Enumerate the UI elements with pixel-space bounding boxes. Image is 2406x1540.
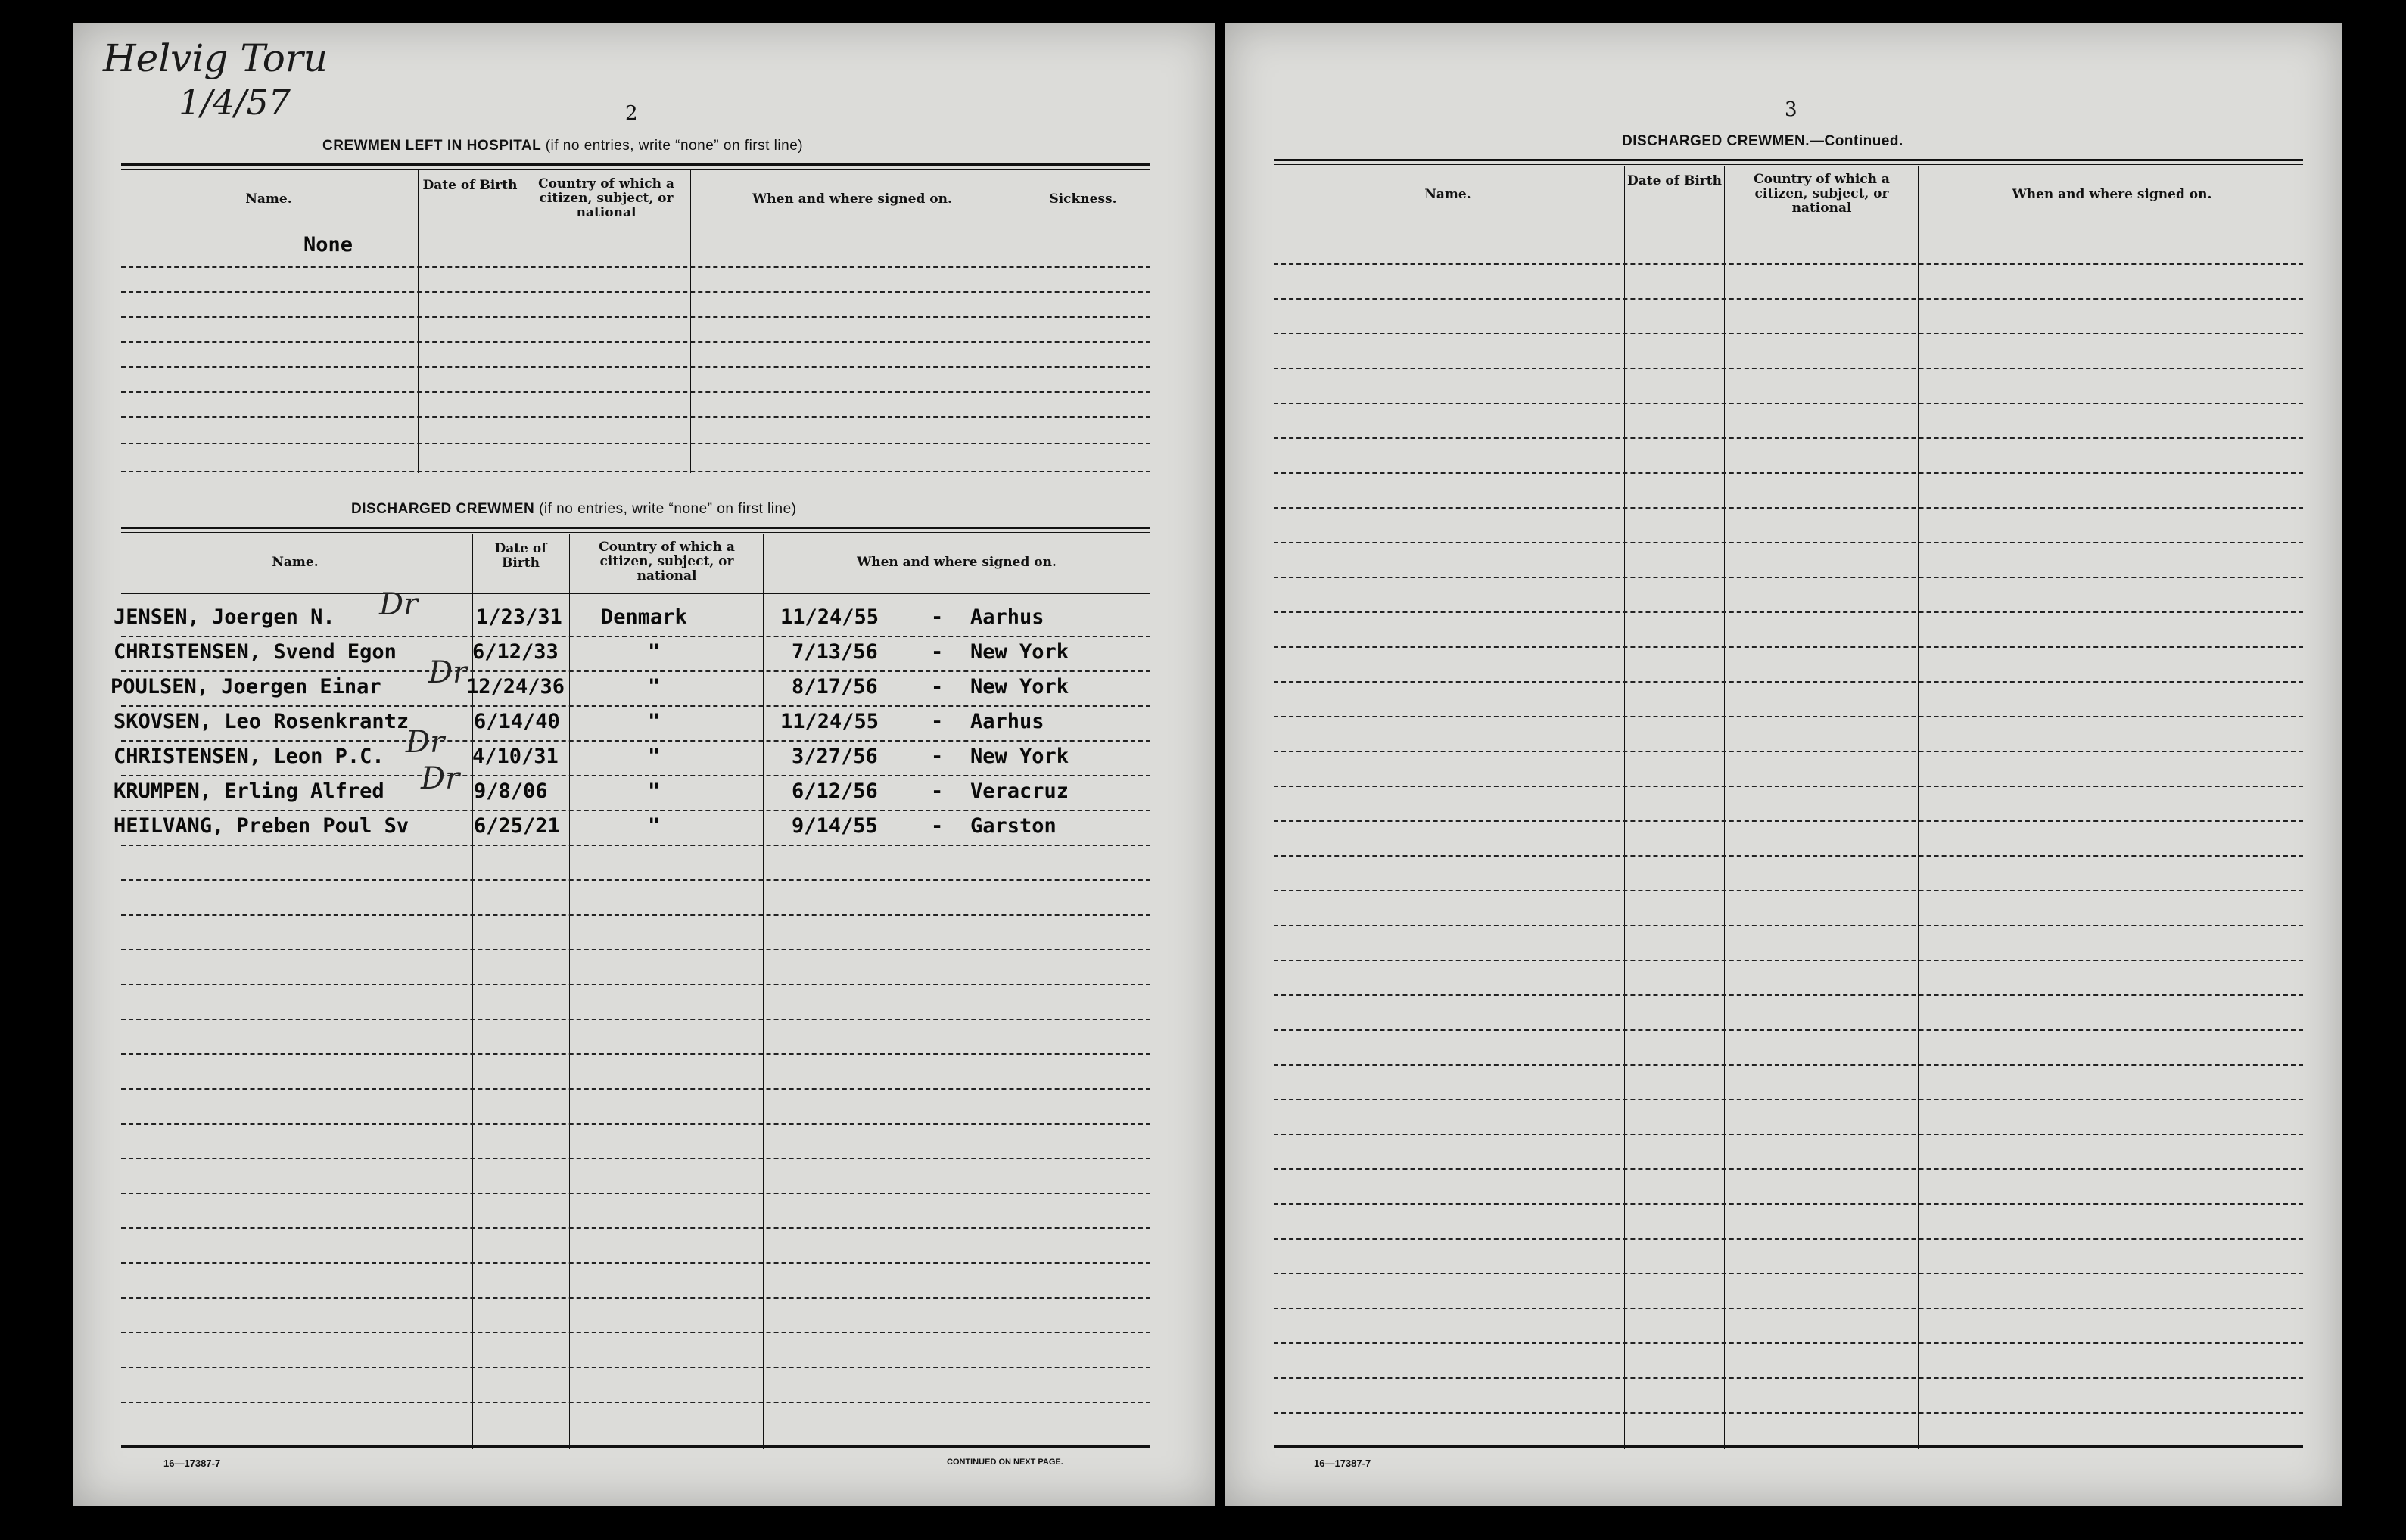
- entry-line: [1274, 333, 2303, 334]
- crew-country: ": [648, 779, 661, 803]
- col-divider: [690, 170, 691, 473]
- entry-line: [1274, 1273, 2303, 1274]
- entry-line: [1274, 472, 2303, 474]
- continued-note: CONTINUED ON NEXT PAGE.: [947, 1458, 1063, 1467]
- dr-mark: Dr: [421, 761, 460, 796]
- crew-dob: 1/23/31: [476, 605, 562, 629]
- crew-signed-date: 3/27/56: [792, 745, 878, 768]
- crew-signed-date: 6/12/56: [792, 779, 878, 803]
- crew-name: SKOVSEN, Leo Rosenkrantz: [114, 710, 409, 733]
- col-header-name: Name.: [1424, 187, 1471, 202]
- entry-line: [1274, 1412, 2303, 1414]
- crew-country: Denmark: [601, 605, 687, 629]
- entry-line: [121, 416, 1150, 418]
- handwritten-name: Helvig Toru: [103, 36, 328, 80]
- discharged-section-title: DISCHARGED CREWMEN (if no entries, write “none” on first line): [351, 501, 797, 517]
- entry-line: [1274, 1134, 2303, 1135]
- crew-country: ": [648, 640, 661, 664]
- entry-line: [121, 705, 1150, 707]
- entry-line: [121, 845, 1150, 846]
- entry-line: [121, 1088, 1150, 1090]
- dr-mark: Dr: [379, 587, 419, 622]
- entry-line: [121, 914, 1150, 916]
- crew-signed-date: 11/24/55: [780, 605, 879, 629]
- entry-line: [121, 291, 1150, 293]
- entry-line: [121, 1193, 1150, 1194]
- right-page: [1225, 23, 2342, 1506]
- crew-signed-place: New York: [970, 640, 1069, 664]
- entry-line: [1274, 994, 2303, 996]
- entry-line: [121, 740, 1150, 742]
- crew-name: POULSEN, Joergen Einar: [110, 675, 381, 698]
- entry-line: [1274, 1203, 2303, 1205]
- crew-dob: 9/8/06: [474, 779, 548, 803]
- rule: [121, 593, 1150, 594]
- dash-separator: -: [931, 814, 944, 838]
- col-divider: [418, 170, 419, 473]
- col-divider: [1724, 166, 1725, 1449]
- entry-line: [121, 1262, 1150, 1264]
- entry-line: [1274, 1342, 2303, 1344]
- dash-separator: -: [931, 605, 944, 629]
- entry-line: [1274, 786, 2303, 787]
- crew-signed-place: Aarhus: [970, 710, 1044, 733]
- crew-name: HEILVANG, Preben Poul Sv: [114, 814, 409, 838]
- entry-line: [1274, 368, 2303, 369]
- crew-signed-date: 8/17/56: [792, 675, 878, 698]
- crew-country: ": [648, 675, 661, 698]
- entry-line: [1274, 820, 2303, 822]
- handwritten-date: 1/4/57: [179, 82, 291, 123]
- page-number: 2: [625, 102, 638, 125]
- rule: [121, 169, 1150, 170]
- col-divider: [1918, 166, 1919, 1449]
- col-header-dob: Date of Birth: [494, 541, 547, 571]
- entry-line: [1274, 611, 2303, 613]
- entry-line: [121, 266, 1150, 268]
- crew-name: JENSEN, Joergen N.: [114, 605, 335, 629]
- entry-line: [1274, 577, 2303, 578]
- entry-line: [1274, 646, 2303, 648]
- entry-line: [1274, 1099, 2303, 1100]
- dr-mark: Dr: [428, 655, 468, 690]
- col-header-dob: Date of Birth: [422, 178, 518, 193]
- col-header-name: Name.: [245, 191, 292, 207]
- crew-country: ": [648, 710, 661, 733]
- entry-line: [121, 949, 1150, 950]
- entry-line: [1274, 716, 2303, 717]
- entry-line: [1274, 263, 2303, 265]
- entry-line: [121, 879, 1150, 881]
- entry-line: [121, 984, 1150, 985]
- entry-line: [1274, 681, 2303, 683]
- col-divider: [1624, 166, 1625, 1449]
- crew-name: CHRISTENSEN, Svend Egon: [114, 640, 397, 664]
- entry-line: [121, 316, 1150, 318]
- crew-signed-date: 7/13/56: [792, 640, 878, 664]
- crew-dob: 4/10/31: [472, 745, 559, 768]
- discharged-continued-title: DISCHARGED CREWMEN.—Continued.: [1622, 133, 1903, 149]
- crew-dob: 6/25/21: [474, 814, 560, 838]
- entry-line: [121, 1053, 1150, 1055]
- col-header-country: Country of which a citizen, subject, or national: [1754, 172, 1890, 216]
- entry-line: [1274, 1238, 2303, 1240]
- entry-line: [121, 341, 1150, 343]
- crew-country: ": [648, 814, 661, 838]
- entry-line: [1274, 403, 2303, 404]
- dash-separator: -: [931, 640, 944, 664]
- entry-line: [121, 1019, 1150, 1020]
- entry-line: [1274, 890, 2303, 891]
- crew-signed-date: 9/14/55: [792, 814, 878, 838]
- col-header-signed-on: When and where signed on.: [857, 555, 1057, 570]
- crew-name: KRUMPEN, Erling Alfred: [114, 779, 384, 803]
- left-page: [73, 23, 1215, 1506]
- rule: [121, 163, 1150, 166]
- form-number: 16—17387-7: [163, 1458, 221, 1469]
- entry-line: [121, 1367, 1150, 1368]
- entry-line: [1274, 507, 2303, 509]
- crew-signed-place: Veracruz: [970, 779, 1069, 803]
- rule: [121, 532, 1150, 533]
- col-header-signed-on: When and where signed on.: [2012, 187, 2212, 202]
- crew-signed-place: Garston: [970, 814, 1057, 838]
- crew-dob: 12/24/36: [466, 675, 565, 698]
- col-header-dob: Date of Birth: [1627, 173, 1722, 188]
- entry-line: [1274, 960, 2303, 961]
- entry-line: [121, 775, 1150, 776]
- entry-line: [121, 1123, 1150, 1125]
- page-number: 3: [1785, 98, 1797, 121]
- rule: [121, 1445, 1150, 1448]
- col-header-country: Country of which a citizen, subject, or national: [599, 540, 735, 583]
- crew-signed-place: Aarhus: [970, 605, 1044, 629]
- entry-line: [121, 810, 1150, 811]
- entry-line: [121, 670, 1150, 672]
- hospital-section-title: CREWMEN LEFT IN HOSPITAL (if no entries, write “none” on first line): [322, 138, 804, 154]
- crew-signed-date: 11/24/55: [780, 710, 879, 733]
- entry-line: [121, 1227, 1150, 1229]
- entry-line: [1274, 1377, 2303, 1379]
- crew-dob: 6/14/40: [474, 710, 560, 733]
- entry-line: [1274, 1168, 2303, 1170]
- entry-line: [121, 471, 1150, 472]
- entry-line: [121, 1332, 1150, 1333]
- entry-line: [1274, 751, 2303, 752]
- entry-line: [1274, 1064, 2303, 1066]
- dash-separator: -: [931, 779, 944, 803]
- dash-separator: -: [931, 710, 944, 733]
- rule: [121, 527, 1150, 529]
- entry-line: [1274, 925, 2303, 926]
- rule: [1274, 164, 2303, 165]
- entry-line: [121, 1158, 1150, 1159]
- col-header-name: Name.: [272, 555, 319, 570]
- crew-dob: 6/12/33: [472, 640, 559, 664]
- entry-line: [1274, 437, 2303, 439]
- entry-line: [1274, 855, 2303, 857]
- entry-line: [121, 1297, 1150, 1299]
- hospital-first-entry: None: [303, 233, 353, 257]
- rule: [1274, 1445, 2303, 1448]
- entry-line: [121, 636, 1150, 637]
- col-header-signed-on: When and where signed on.: [752, 191, 952, 207]
- entry-line: [1274, 1308, 2303, 1309]
- form-number: 16—17387-7: [1314, 1458, 1371, 1469]
- crew-country: ": [648, 745, 661, 768]
- entry-line: [1274, 542, 2303, 543]
- col-header-sickness: Sickness.: [1049, 191, 1117, 207]
- dash-separator: -: [931, 675, 944, 698]
- entry-line: [121, 443, 1150, 444]
- dash-separator: -: [931, 745, 944, 768]
- crew-signed-place: New York: [970, 745, 1069, 768]
- dr-mark: Dr: [406, 725, 445, 760]
- crew-name: CHRISTENSEN, Leon P.C.: [114, 745, 384, 768]
- entry-line: [1274, 298, 2303, 300]
- entry-line: [121, 1402, 1150, 1403]
- entry-line: [1274, 1029, 2303, 1031]
- entry-line: [121, 391, 1150, 393]
- entry-line: [121, 366, 1150, 368]
- rule: [1274, 159, 2303, 161]
- crew-signed-place: New York: [970, 675, 1069, 698]
- col-header-country: Country of which a citizen, subject, or national: [538, 176, 674, 220]
